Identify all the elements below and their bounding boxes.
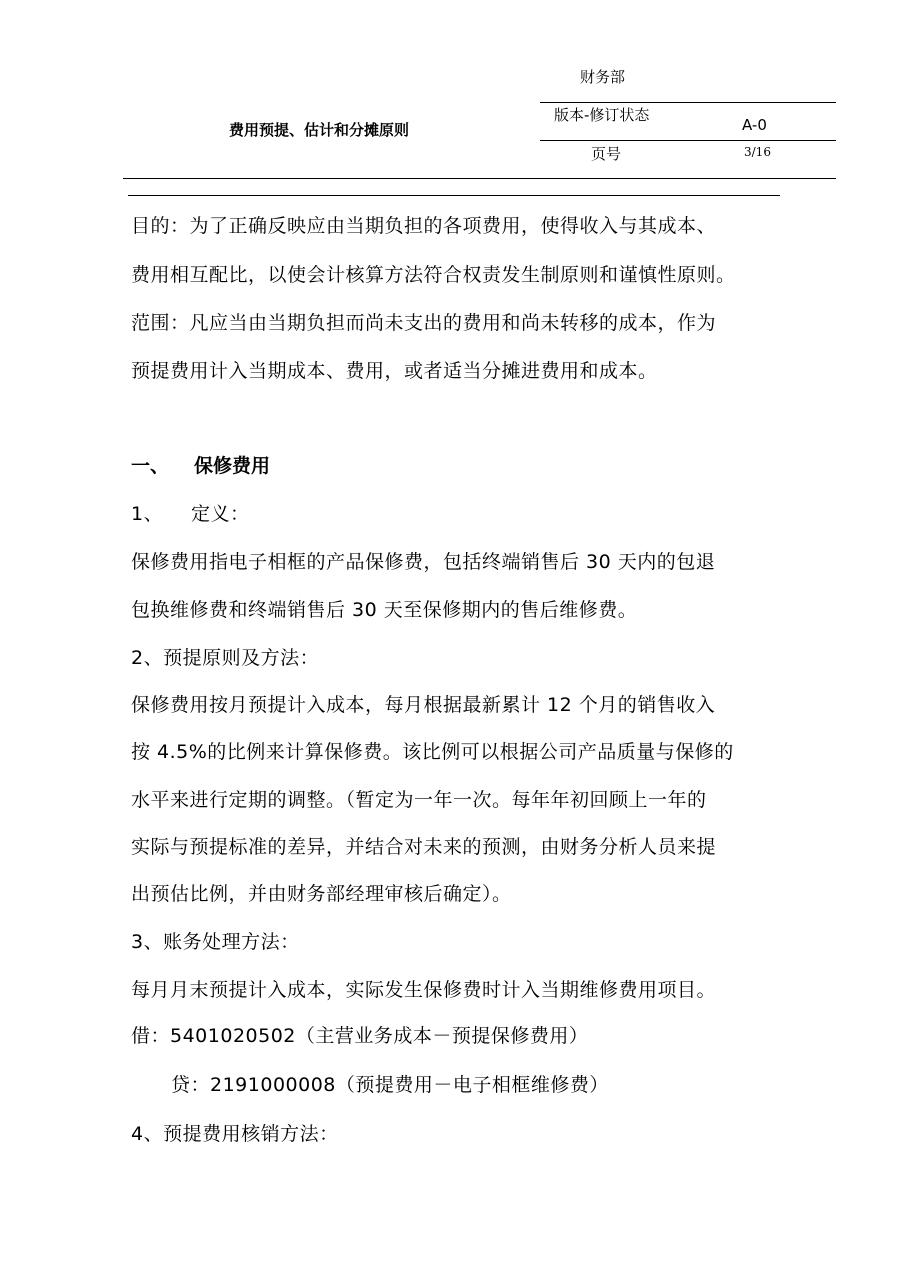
item-3-title: 3、账务处理方法：	[131, 931, 300, 953]
credit-entry: 贷：2191000008（预提费用－电子相框维修费）	[171, 1074, 609, 1096]
header-rule-middle	[540, 140, 836, 141]
method-line-3: 水平来进行定期的调整。（暂定为一年一次。每年年初回顾上一年的	[131, 789, 707, 811]
section-number: 一、	[131, 455, 170, 477]
method-line-5: 出预估比例，并由财务部经理审核后确定）。	[131, 883, 512, 905]
item-2-title: 2、预提原则及方法：	[131, 647, 320, 669]
item-1-title: 定义：	[191, 503, 250, 525]
scope-line-1: 范围：凡应当由当期负担而尚未支出的费用和尚未转移的成本，作为	[131, 312, 717, 334]
definition-line-1: 保修费用指电子相框的产品保修费，包括终端销售后 30 天内的包退	[131, 551, 716, 573]
method-line-1: 保修费用按月预提计入成本，每月根据最新累计 12 个月的销售收入	[131, 694, 716, 716]
purpose-line-2: 费用相互配比，以使会计核算方法符合权责发生制原则和谨慎性原则。	[131, 264, 736, 286]
purpose-line-1: 目的：为了正确反映应由当期负担的各项费用，使得收入与其成本、	[131, 215, 717, 237]
item-1-number: 1、	[131, 503, 164, 525]
version-label: 版本-修订状态	[554, 106, 650, 124]
method-line-2: 按 4.5%的比例来计算保修费。该比例可以根据公司产品质量与保修的	[131, 741, 734, 763]
content-rule	[128, 195, 780, 196]
header-rule-bottom	[123, 178, 836, 179]
accounting-line-1: 每月月末预提计入成本，实际发生保修费时计入当期维修费用项目。	[131, 979, 717, 1001]
method-line-4: 实际与预提标准的差异，并结合对未来的预测，由财务分析人员来提	[131, 836, 717, 858]
version-value: A-0	[742, 116, 767, 134]
document-title: 费用预提、估计和分摊原则	[229, 121, 410, 139]
page-label: 页号	[591, 145, 622, 163]
header-rule-top	[540, 102, 836, 103]
department-label: 财务部	[580, 68, 626, 86]
definition-line-2: 包换维修费和终端销售后 30 天至保修期内的售后维修费。	[131, 599, 638, 621]
section-title: 保修费用	[194, 455, 271, 477]
debit-entry: 借：5401020502（主营业务成本－预提保修费用）	[131, 1025, 589, 1047]
scope-line-2: 预提费用计入当期成本、费用，或者适当分摊进费用和成本。	[131, 360, 658, 382]
page-number: 3/16	[744, 145, 771, 159]
item-4-title: 4、预提费用核销方法：	[131, 1123, 339, 1145]
